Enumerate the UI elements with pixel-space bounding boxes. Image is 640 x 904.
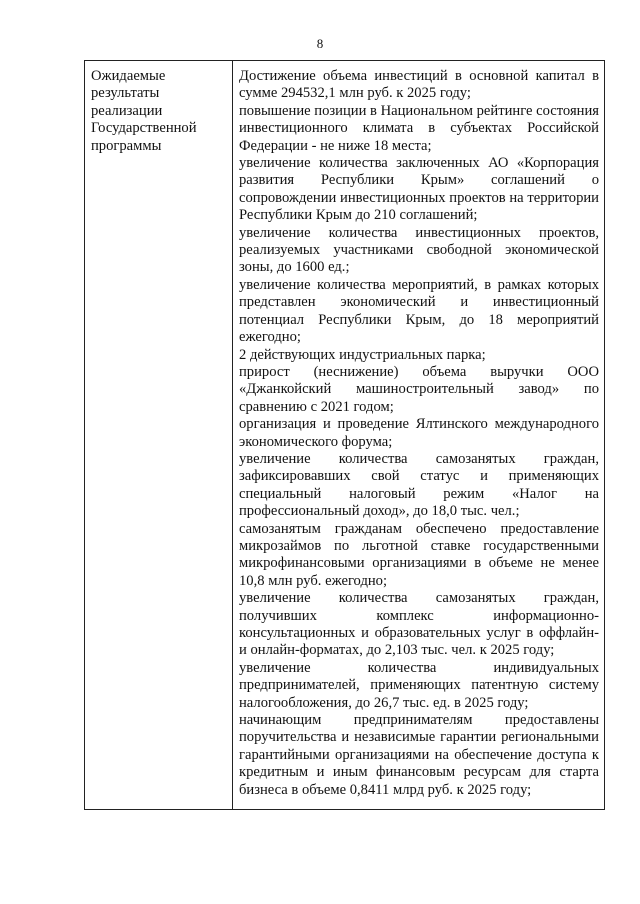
result-item-patent-system: увеличение количества индивидуальных предпринимателей, применяющих патентную систему налогообложения, до 26,7 тыс. ед. в 2025 году; [239, 659, 599, 711]
result-item-plant-revenue: прирост (неснижение) объема выручки ООО «Джанкойский машиностроительный завод» по сравнению с 2021 годом; [239, 363, 599, 415]
result-item-rating-position: повышение позиции в Национальном рейтинге состояния инвестиционного климата в субъектах Российской Федерации - не ниже 18 места; [239, 102, 599, 154]
result-item-guarantees: начинающим предпринимателям предоставлены поручительства и независимые гарантии региональными гарантийными организациями на обеспечение доступа к кредитным и иным финансовым ресурсам для старта бизнеса в объеме 0,8411 млрд руб. к 2025 году; [239, 712, 599, 798]
result-item-self-employed-count: увеличение количества самозанятых граждан, зафиксировавших свой статус и применяющих специальный налоговый режим «Налог на профессиональный доход», до 18,0 тыс. чел.; [239, 450, 599, 520]
result-item-events: увеличение количества мероприятий, в рамках которых представлен экономический и инвестиционный потенциал Республики Крым, до 18 мероприятий ежегодно; [239, 276, 599, 346]
result-item-microloans: самозанятым гражданам обеспечено предоставление микрозаймов по льготной ставке государственными микрофинансовыми организациями в объеме не менее 10,8 млн руб. ежегодно; [239, 520, 599, 589]
table-row [85, 61, 605, 810]
result-item-industrial-parks: 2 действующих индустриальных парка; [239, 346, 486, 363]
result-item-corporation-agreements: увеличение количества заключенных АО «Корпорация развития Республики Крым» соглашений о сопровождении инвестиционных проектов на территории Республики Крым до 210 соглашений; [239, 155, 599, 224]
row-label-cell: Ожидаемые результаты реализации Государственной программы [85, 61, 233, 810]
page-number: 8 [316, 36, 324, 51]
result-item-investment-volume: Достижение объема инвестиций в основной капитал в сумме 294532,1 млн руб. к 2025 году; [239, 68, 599, 102]
result-item-consulting-services: увеличение количества самозанятых граждан, получивших комплекс информационно-консультационных и образовательных услуг в оффлайн- и онлайн-форматах, до 2,103 тыс. чел. к 2025 году; [239, 590, 599, 659]
results-table [84, 60, 605, 810]
result-item-sez-projects: увеличение количества инвестиционных проектов, реализуемых участниками свободной экономической зоны, до 1600 ед.; [239, 224, 599, 276]
row-content-cell [233, 61, 605, 810]
result-item-yalta-forum: организация и проведение Ялтинского международного экономического форума; [239, 416, 599, 450]
